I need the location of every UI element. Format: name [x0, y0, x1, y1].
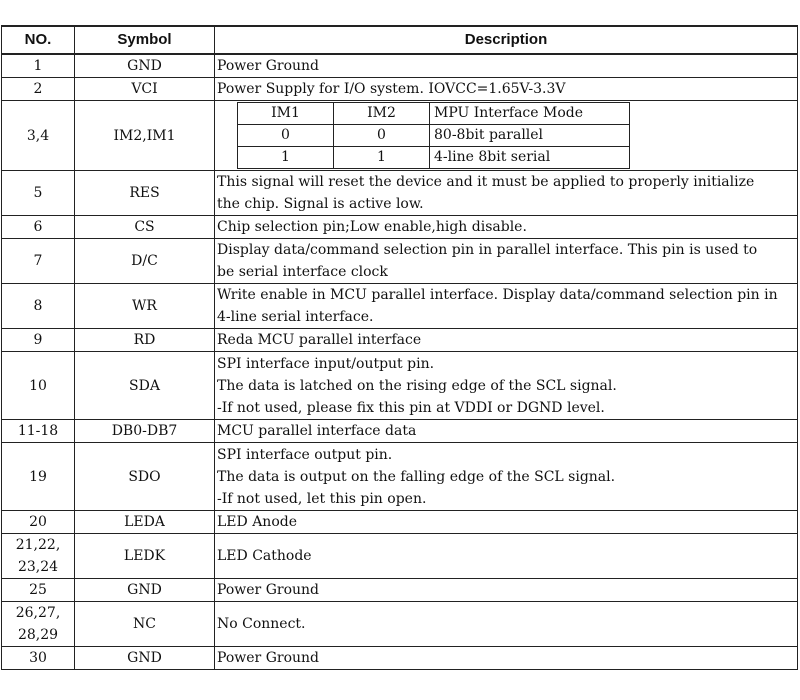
pin-symbol: SDA [75, 352, 215, 420]
pin-number: 3,4 [2, 101, 75, 171]
table-row [2, 511, 798, 534]
pin-description [215, 101, 798, 171]
description-line: Power Ground [217, 650, 319, 666]
table-row [2, 239, 798, 284]
mode-value: 4-line 8bit serial [430, 147, 630, 169]
header-description: Description [215, 26, 798, 54]
pin-number: 6 [2, 216, 75, 239]
pin-description-table [1, 25, 798, 670]
pin-description [215, 352, 798, 420]
pin-symbol: VCI [75, 78, 215, 101]
table-row [2, 647, 798, 670]
pin-description [215, 579, 798, 602]
pin-symbol: LEDK [75, 534, 215, 579]
pin-symbol: SDO [75, 443, 215, 511]
description-line: -If not used, please fix this pin at VDDI or DGND level. [217, 399, 605, 416]
description-line: Chip selection pin;Low enable,high disable. [217, 219, 527, 235]
pin-symbol: DB0-DB7 [75, 420, 215, 443]
pin-symbol: NC [75, 602, 215, 647]
table-row [2, 101, 798, 171]
im1-value: 0 [238, 125, 334, 147]
pin-number: 7 [2, 239, 75, 284]
pin-number: 11-18 [2, 420, 75, 443]
table-row [2, 54, 798, 78]
description-line: Write enable in MCU parallel interface. Display data/command selection pin in [217, 287, 778, 303]
pin-description [215, 602, 798, 647]
table-row [2, 420, 798, 443]
pin-number: 20 [2, 511, 75, 534]
pin-number: 10 [2, 352, 75, 420]
pin-symbol: WR [75, 284, 215, 329]
table-row [2, 443, 798, 511]
im2-value: 0 [334, 125, 430, 147]
im1-value: 1 [238, 147, 334, 169]
description-line: LED Cathode [217, 548, 312, 564]
description-line: 4-line serial interface. [217, 309, 374, 325]
table-row [2, 78, 798, 101]
pin-description [215, 511, 798, 534]
pin-symbol: GND [75, 579, 215, 602]
table-row [2, 602, 798, 647]
pin-symbol: CS [75, 216, 215, 239]
description-line: Power Ground [217, 582, 319, 598]
header-symbol: Symbol [75, 26, 215, 54]
table-row [2, 579, 798, 602]
pin-description [215, 443, 798, 511]
pin-description [215, 647, 798, 670]
pin-description [215, 78, 798, 101]
table-row [2, 329, 798, 352]
pin-number: 9 [2, 329, 75, 352]
pin-symbol: IM2,IM1 [75, 101, 215, 171]
table-row [2, 171, 798, 216]
pin-symbol: GND [75, 647, 215, 670]
pin-number [2, 534, 75, 579]
pin-symbol: GND [75, 54, 215, 78]
pin-description [215, 216, 798, 239]
description-line: SPI interface input/output pin. [217, 355, 435, 372]
description-line: SPI interface output pin. [217, 446, 393, 463]
description-line: No Connect. [217, 616, 306, 632]
description-line: The data is output on the falling edge of the SCL signal. [217, 468, 616, 485]
mode-header: MPU Interface Mode [430, 103, 630, 125]
header-row [2, 26, 798, 54]
interface-mode-row [238, 125, 630, 147]
pin-number: 8 [2, 284, 75, 329]
mode-value: 80-8bit parallel [430, 125, 630, 147]
table-row [2, 284, 798, 329]
pin-description [215, 171, 798, 216]
description-line: The data is latched on the rising edge of the SCL signal. [217, 377, 617, 394]
pin-number: 2 [2, 78, 75, 101]
description-line: -If not used, let this pin open. [217, 490, 427, 507]
pin-number-line: 28,29 [17, 627, 59, 643]
pin-description [215, 239, 798, 284]
pin-symbol: LEDA [75, 511, 215, 534]
pin-number: 25 [2, 579, 75, 602]
pin-description [215, 534, 798, 579]
pin-number-line: 26,27, [15, 605, 61, 621]
pin-number [2, 602, 75, 647]
pin-number: 1 [2, 54, 75, 78]
pin-description [215, 329, 798, 352]
description-line: This signal will reset the device and it must be applied to properly initialize [217, 174, 755, 190]
description-line: MCU parallel interface data [217, 423, 417, 439]
pin-number: 5 [2, 171, 75, 216]
pin-description [215, 284, 798, 329]
pin-number-line: 21,22, [15, 537, 61, 553]
interface-mode-row [238, 147, 630, 169]
im2-header: IM2 [334, 103, 430, 125]
table-row [2, 352, 798, 420]
description-line: the chip. Signal is active low. [217, 196, 424, 212]
description-line: LED Anode [217, 514, 297, 530]
description-line: Display data/command selection pin in parallel interface. This pin is used to [217, 242, 758, 258]
pin-symbol: RD [75, 329, 215, 352]
header-no: NO. [2, 26, 75, 54]
pin-number: 19 [2, 443, 75, 511]
pin-description [215, 54, 798, 78]
pin-number: 30 [2, 647, 75, 670]
im2-value: 1 [334, 147, 430, 169]
table-row [2, 216, 798, 239]
description-line: be serial interface clock [217, 264, 388, 280]
table-row [2, 534, 798, 579]
pin-symbol: D/C [75, 239, 215, 284]
interface-mode-header-row [238, 103, 630, 125]
description-line: Power Supply for I/O system. IOVCC=1.65V-3.3V [217, 81, 566, 97]
description-line: Reda MCU parallel interface [217, 332, 422, 348]
description-line: Power Ground [217, 58, 319, 74]
pin-description [215, 420, 798, 443]
im1-header: IM1 [238, 103, 334, 125]
interface-mode-table [237, 102, 630, 169]
pin-number-line: 23,24 [17, 559, 59, 575]
pin-symbol: RES [75, 171, 215, 216]
